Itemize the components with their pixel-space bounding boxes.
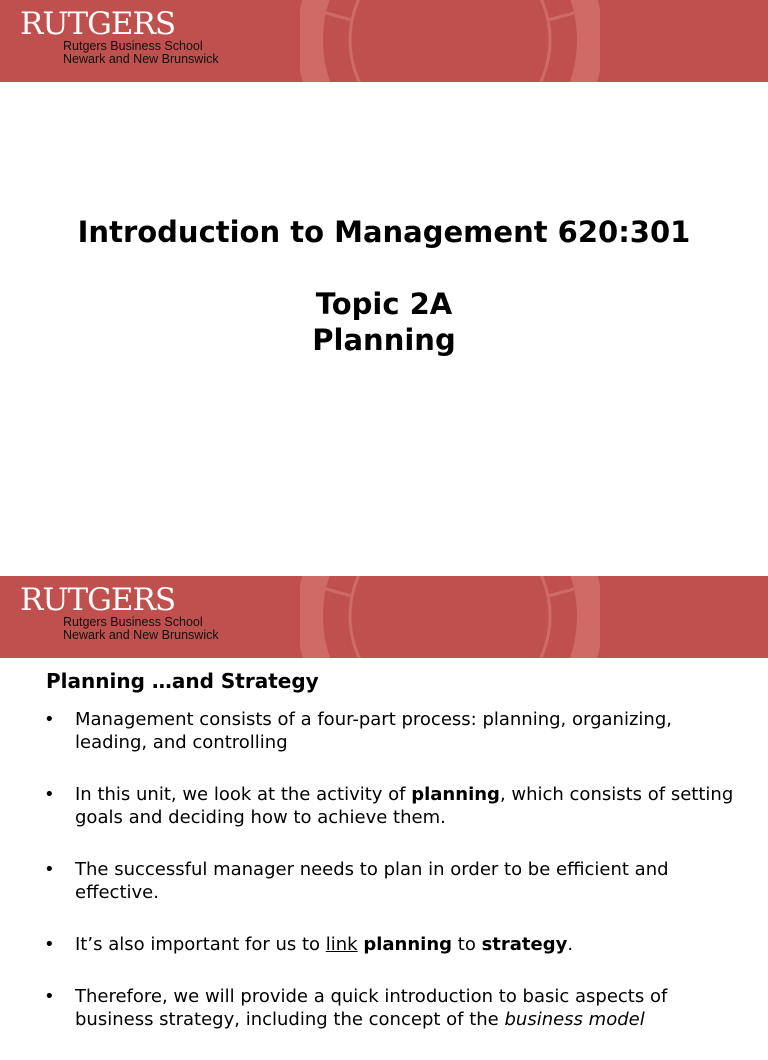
- bold-term: planning: [411, 784, 500, 805]
- bold-term: planning: [363, 934, 453, 955]
- topic-number: Topic 2A: [315, 287, 453, 321]
- list-item: [44, 933, 734, 956]
- bullet-text: The successful manager needs to plan in order to be efficient and effective.: [75, 859, 669, 903]
- bullet-text: to: [452, 934, 482, 955]
- link-term: link: [325, 934, 358, 955]
- bullet-icon: •: [44, 709, 55, 730]
- brand-name: RUTGERS: [20, 6, 176, 42]
- list-item: [44, 783, 734, 829]
- brand-school: Rutgers Business School: [63, 39, 203, 53]
- brand-campus: Newark and New Brunswick: [63, 628, 219, 642]
- bullet-list: [44, 708, 734, 1060]
- header-banner-2: [0, 576, 768, 658]
- brand-name: RUTGERS: [20, 582, 176, 618]
- brand-campus: Newark and New Brunswick: [63, 52, 219, 66]
- list-item: [44, 708, 734, 754]
- bullet-text: In this unit, we look at the activity of: [75, 784, 412, 805]
- bullet-icon: •: [44, 784, 55, 805]
- bullet-text: .: [567, 934, 574, 955]
- slide-heading: Planning …and Strategy: [46, 669, 319, 693]
- bold-term: strategy: [481, 934, 568, 955]
- bullet-icon: •: [44, 859, 55, 880]
- slide-title: Introduction to Management 620:301: [77, 215, 691, 249]
- brand-school: Rutgers Business School: [63, 615, 203, 629]
- bullet-text: , which consists of setting goals and deciding how to achieve them.: [75, 784, 734, 828]
- rutgers-logo: [20, 584, 219, 642]
- bullet-text: It’s also important for us to: [75, 934, 326, 955]
- italic-term: business model: [504, 1009, 645, 1030]
- bullet-icon: •: [44, 986, 55, 1007]
- rutgers-logo: [20, 8, 219, 66]
- list-item: [44, 985, 734, 1031]
- topic-name: Planning: [312, 323, 456, 357]
- bullet-icon: •: [44, 934, 55, 955]
- bullet-text: Management consists of a four-part process: planning, organizing, leading, and controlling: [75, 709, 672, 753]
- university-seal-icon: [300, 0, 600, 82]
- university-seal-icon: [300, 576, 600, 658]
- header-banner: [0, 0, 768, 82]
- list-item: [44, 858, 734, 904]
- slide-topic: [0, 286, 768, 358]
- bullet-text: Therefore, we will provide a quick introduction to basic aspects of business strategy, including the concept of the: [75, 986, 668, 1030]
